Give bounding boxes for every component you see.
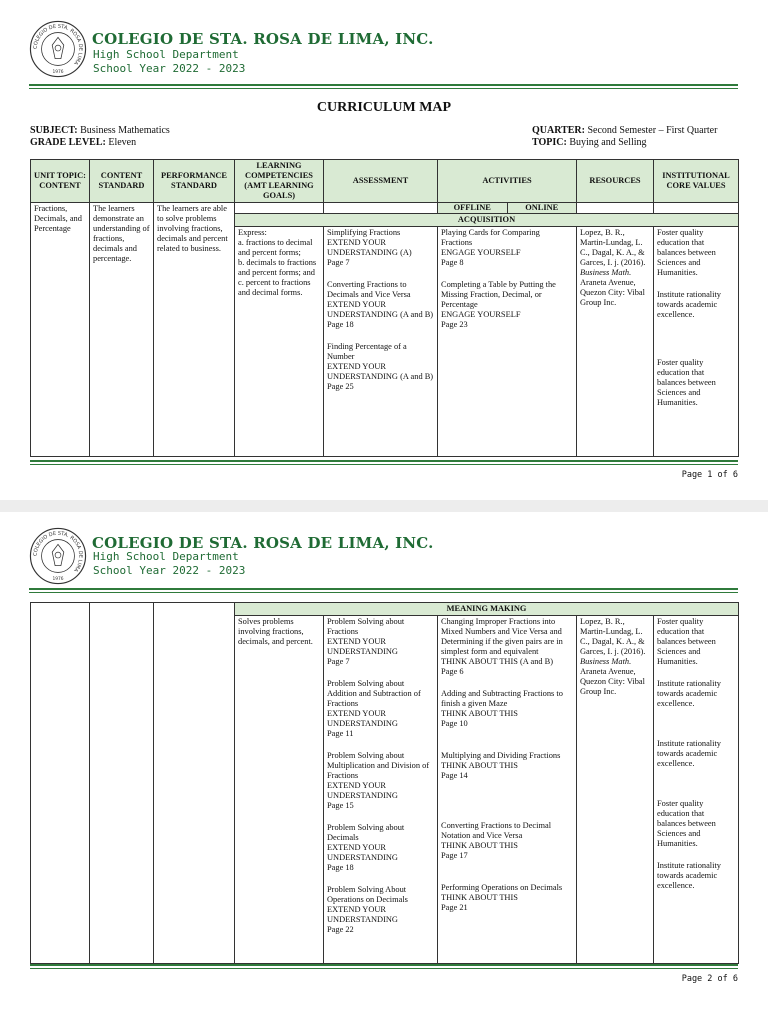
topic-value: Buying and Selling: [569, 137, 647, 148]
subject-value: Business Mathematics: [80, 125, 170, 136]
curriculum-table-1: [30, 159, 739, 457]
seal-text: COLEGIO DE STA. ROSA DE LIMA: [32, 23, 84, 66]
department: High School Department: [93, 550, 239, 563]
col-core-values: INSTITUTIONAL CORE VALUES: [654, 160, 739, 203]
list-item: Finding Percentage of a Number EXTEND YOUR UNDERSTANDING (A and B) Page 25: [327, 342, 434, 391]
list-item: Performing Operations on Decimals THINK ABOUT THIS Page 21: [441, 883, 563, 912]
col-content-standard: CONTENT STANDARD: [90, 160, 154, 203]
list-item: Completing a Table by Putting the Missing Fraction, Decimal, or Percentage ENGAGE YOURSELF Page 23: [441, 280, 556, 329]
core-values-cell: Foster quality education that balances between Sciences and Humanities. Institute rationality towards academic excellence. Foster quality education that balances between Sciences and Humanities.: [654, 227, 739, 457]
band-acquisition: ACQUISITION: [235, 214, 739, 227]
content-standard-cell: The learners demonstrate an understanding of fractions, decimals and percentage.: [90, 203, 154, 457]
core-values-cell: Foster quality education that balances between Sciences and Humanities. Institute rationality towards academic excellence. Institute rationality towards academic excellence. Foster quality education that balances between Sciences and Humanities. Institute rationality towards academic excellence.: [654, 616, 739, 964]
band-meaning-making: MEANING MAKING: [235, 603, 739, 616]
col-unit: UNIT TOPIC: CONTENT: [31, 160, 90, 203]
list-item: Adding and Subtracting Fractions to finish a given Maze THINK ABOUT THIS Page 10: [441, 689, 563, 728]
school-year: School Year 2022 - 2023: [93, 564, 246, 577]
list-item: Problem Solving about Multiplication and Division of Fractions EXTEND YOUR UNDERSTANDING Page 15: [327, 751, 430, 810]
offline-label: OFFLINE: [438, 203, 508, 213]
competencies-cell: Express: a. fractions to decimal and percent forms; b. decimals to fractions and percent forms; and c. percent to fractions and decimal forms.: [235, 227, 324, 457]
assessment-cell: [324, 616, 438, 964]
list-item: Problem Solving About Operations on Decimals EXTEND YOUR UNDERSTANDING Page 22: [327, 885, 408, 934]
col-resources: RESOURCES: [577, 160, 654, 203]
assessment-cell: [324, 227, 438, 457]
online-label: ONLINE: [525, 203, 559, 212]
page-2: [0, 512, 768, 1024]
school-year: School Year 2022 - 2023: [93, 62, 246, 75]
seal-year: 1976: [52, 70, 64, 76]
grade-value: Eleven: [108, 137, 137, 148]
activities-cell: [438, 227, 577, 457]
school-name: COLEGIO DE STA. ROSA DE LIMA, INC.: [92, 534, 434, 552]
offline-online: [438, 203, 577, 214]
list-item: Simplifying Fractions EXTEND YOUR UNDERSTANDING (A) Page 7: [327, 228, 412, 267]
curriculum-table-2: [30, 602, 739, 964]
resources-cell: Lopez, B. R., Martin-Lundag, L. C., Dagal, K. A., & Garces, I. j. (2016). Business Math. Araneta Avenue, Quezon City: Vibal Group Inc.: [577, 616, 654, 964]
list-item: Problem Solving about Fractions EXTEND YOUR UNDERSTANDING Page 7: [327, 617, 405, 666]
list-item: Problem Solving about Addition and Subtraction of Fractions EXTEND YOUR UNDERSTANDING Page 11: [327, 679, 421, 738]
seal-text: COLEGIO DE STA. ROSA DE LIMA: [32, 530, 84, 573]
unit-cell: Fractions, Decimals, and Percentage: [31, 203, 90, 457]
list-item: Multiplying and Dividing Fractions THINK ABOUT THIS Page 14: [441, 751, 561, 780]
performance-standard-cell: The learners are able to solve problems involving fractions, decimals and percent related to business.: [154, 203, 235, 457]
quarter-value: Second Semester – First Quarter: [587, 125, 718, 136]
col-performance-standard: PERFORMANCE STANDARD: [154, 160, 235, 203]
resources-cell: Lopez, B. R., Martin-Lundag, L. C., Dagal, K. A., & Garces, I. j. (2016). Business Math. Araneta Avenue, Quezon City: Vibal Group Inc.: [577, 227, 654, 457]
school-name: COLEGIO DE STA. ROSA DE LIMA, INC.: [92, 30, 434, 48]
school-seal-icon: [29, 527, 87, 585]
list-item: Converting Fractions to Decimals and Vice Versa EXTEND YOUR UNDERSTANDING (A and B) Page 18: [327, 280, 434, 329]
col-competencies: LEARNING COMPETENCIES (AMT LEARNING GOALS): [235, 160, 324, 203]
seal-year: 1976: [52, 577, 64, 583]
col-assessment: ASSESSMENT: [324, 160, 438, 203]
subject-grade: SUBJECT: Business Mathematics GRADE LEVEL: Eleven: [30, 125, 170, 148]
list-item: Playing Cards for Comparing Fractions ENGAGE YOURSELF Page 8: [441, 228, 540, 267]
col-activities: ACTIVITIES: [438, 160, 577, 203]
page-title: CURRICULUM MAP: [316, 100, 452, 115]
quarter-topic: QUARTER: Second Semester – First Quarter TOPIC: Buying and Selling: [532, 125, 718, 148]
activities-cell: [438, 616, 577, 964]
competencies-cell: Solves problems involving fractions, decimals, and percent.: [235, 616, 324, 964]
page-number: Page 1 of 6: [681, 470, 738, 480]
list-item: Converting Fractions to Decimal Notation and Vice Versa THINK ABOUT THIS Page 17: [441, 821, 552, 860]
list-item: Changing Improper Fractions into Mixed Numbers and Vice Versa and Determining if the given pairs are in simplest form and equivalent THINK ABOUT THIS (A and B) Page 6: [441, 617, 563, 676]
list-item: Problem Solving about Decimals EXTEND YOUR UNDERSTANDING Page 18: [327, 823, 405, 872]
page-number: Page 2 of 6: [681, 974, 738, 984]
department: High School Department: [93, 48, 239, 61]
school-seal-icon: [29, 20, 87, 78]
page-1: [0, 0, 768, 500]
